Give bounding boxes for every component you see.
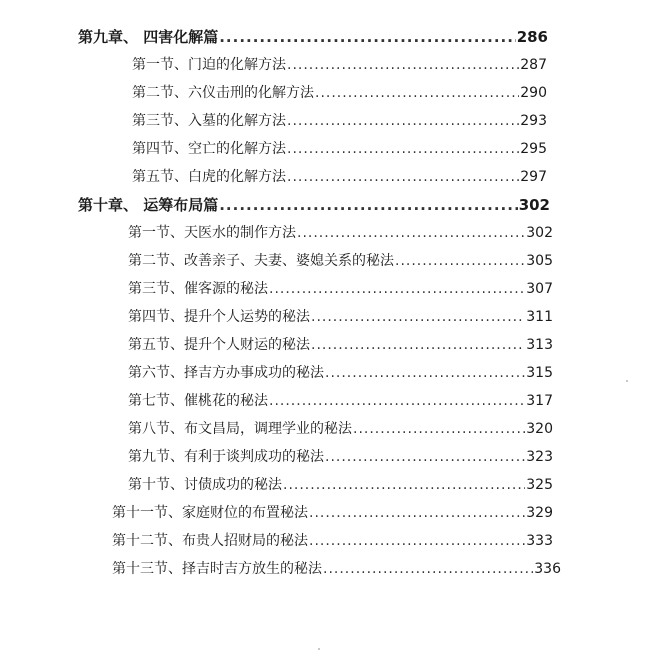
toc-entry-page: 333 <box>526 533 553 549</box>
dot-leader <box>269 390 525 412</box>
scan-speck <box>318 648 320 650</box>
dot-leader <box>325 362 525 384</box>
toc-section-entry[interactable] <box>112 530 553 552</box>
toc-section-entry[interactable] <box>132 54 547 76</box>
toc-entry-page: 305 <box>526 253 553 269</box>
dot-leader <box>311 334 525 356</box>
dot-leader <box>309 502 525 524</box>
toc-section-entry[interactable] <box>128 306 553 328</box>
toc-entry-title: 第一节、门迫的化解方法 <box>132 57 286 73</box>
dot-leader <box>287 54 519 76</box>
dot-leader <box>297 222 525 244</box>
toc-chapter-entry[interactable] <box>78 194 550 216</box>
toc-entry-page: 315 <box>526 365 553 381</box>
toc-entry-title: 第十节、讨债成功的秘法 <box>128 477 282 493</box>
toc-entry-page: 297 <box>520 169 547 185</box>
toc-section-entry[interactable] <box>128 222 553 244</box>
toc-entry-page: 323 <box>526 449 553 465</box>
toc-entry-title: 第三节、催客源的秘法 <box>128 281 268 297</box>
toc-section-entry[interactable] <box>128 390 553 412</box>
toc-entry-page: 295 <box>520 141 547 157</box>
dot-leader <box>287 110 519 132</box>
toc-section-entry[interactable] <box>128 250 553 272</box>
toc-section-entry[interactable] <box>132 110 547 132</box>
toc-entry-page: 290 <box>520 85 547 101</box>
dot-leader <box>219 194 517 216</box>
toc-entry-title: 第二节、改善亲子、夫妻、婆媳关系的秘法 <box>128 253 394 269</box>
toc-entry-title: 第十二节、布贵人招财局的秘法 <box>112 533 308 549</box>
toc-entry-title: 第一节、天医水的制作方法 <box>128 225 296 241</box>
dot-leader <box>283 474 525 496</box>
scan-speck <box>626 380 628 382</box>
dot-leader <box>311 306 525 328</box>
toc-entry-page: 307 <box>526 281 553 297</box>
toc-section-entry[interactable] <box>128 362 553 384</box>
toc-entry-page: 317 <box>526 393 553 409</box>
toc-entry-title: 第五节、白虎的化解方法 <box>132 169 286 185</box>
toc-entry-title: 第七节、催桃花的秘法 <box>128 393 268 409</box>
dot-leader <box>395 250 525 272</box>
toc-entry-title: 第六节、择吉方办事成功的秘法 <box>128 365 324 381</box>
toc-entry-page: 320 <box>526 421 553 437</box>
toc-section-entry[interactable] <box>128 278 553 300</box>
toc-entry-page: 293 <box>520 113 547 129</box>
toc-entry-page: 302 <box>526 225 553 241</box>
toc-entry-title: 第五节、提升个人财运的秘法 <box>128 337 310 353</box>
toc-entry-title: 第八节、布文昌局，调理学业的秘法 <box>128 421 352 437</box>
toc-entry-title: 第二节、六仪击刑的化解方法 <box>132 85 314 101</box>
toc-entry-title: 第九章、 四害化解篇 <box>78 28 219 46</box>
toc-entry-page: 313 <box>526 337 553 353</box>
dot-leader <box>353 418 525 440</box>
toc-section-entry[interactable] <box>132 166 547 188</box>
dot-leader <box>287 138 519 160</box>
toc-chapter-entry[interactable] <box>78 26 548 48</box>
toc-entry-page: 336 <box>534 561 561 577</box>
toc-section-entry[interactable] <box>128 334 553 356</box>
toc-entry-title: 第十三节、择吉时吉方放生的秘法 <box>112 561 322 577</box>
toc-section-entry[interactable] <box>132 138 547 160</box>
dot-leader <box>309 530 525 552</box>
toc-entry-page: 325 <box>526 477 553 493</box>
toc-section-entry[interactable] <box>112 502 553 524</box>
toc-entry-page: 302 <box>518 196 550 214</box>
toc-section-entry[interactable] <box>112 558 561 580</box>
toc-entry-page: 329 <box>526 505 553 521</box>
toc-entry-page: 311 <box>526 309 553 325</box>
toc-entry-page: 286 <box>516 28 548 46</box>
toc-entry-title: 第四节、空亡的化解方法 <box>132 141 286 157</box>
dot-leader <box>219 26 515 48</box>
toc-section-entry[interactable] <box>128 418 553 440</box>
dot-leader <box>269 278 525 300</box>
toc-section-entry[interactable] <box>128 446 553 468</box>
dot-leader <box>287 166 519 188</box>
dot-leader <box>315 82 519 104</box>
dot-leader <box>323 558 533 580</box>
toc-entry-title: 第九节、有利于谈判成功的秘法 <box>128 449 324 465</box>
toc-section-entry[interactable] <box>128 474 553 496</box>
toc-section-entry[interactable] <box>132 82 547 104</box>
toc-entry-page: 287 <box>520 57 547 73</box>
toc-entry-title: 第三节、入墓的化解方法 <box>132 113 286 129</box>
dot-leader <box>325 446 525 468</box>
toc-entry-title: 第十一节、家庭财位的布置秘法 <box>112 505 308 521</box>
toc-entry-title: 第十章、 运筹布局篇 <box>78 196 219 214</box>
toc-entry-title: 第四节、提升个人运势的秘法 <box>128 309 310 325</box>
